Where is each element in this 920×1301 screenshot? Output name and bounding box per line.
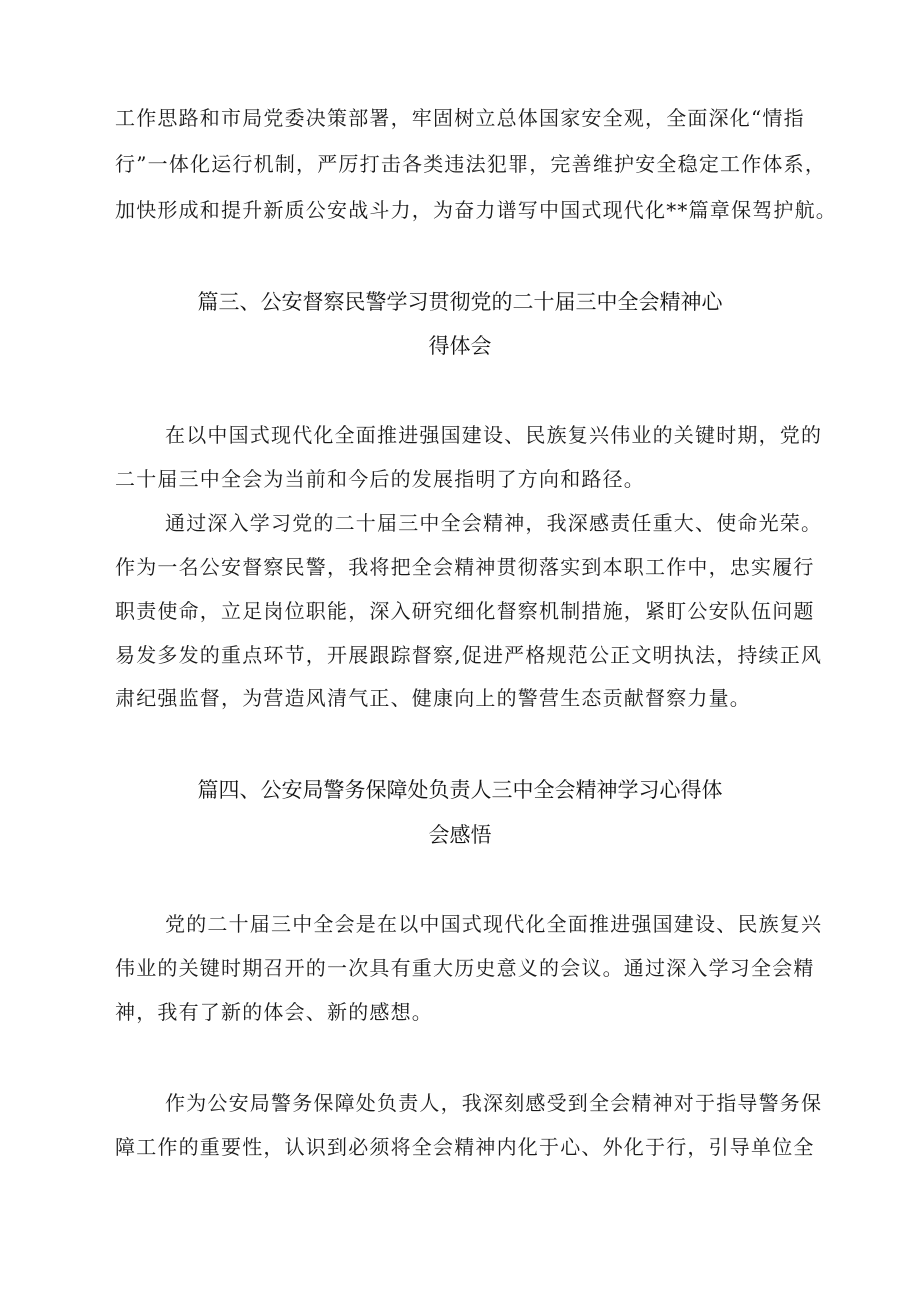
section3-para2-line-2: 作为一名公安督察民警，我将把全会精神贯彻落实到本职工作中，忠实履行 <box>115 555 815 579</box>
section3-title-line-1: 篇三、公安督察民警学习贯彻党的二十届三中全会精神心 <box>197 290 723 314</box>
intro-line-3: 加快形成和提升新质公安战斗力，为奋力谱写中国式现代化**篇章保驾护航。 <box>115 198 837 222</box>
section4-title-line-2: 会感悟 <box>428 823 492 847</box>
section3-para2-line-3: 职责使命，立足岗位职能，深入研究细化督察机制措施，紧盯公安队伍问题 <box>115 599 815 623</box>
section3-title-line-2: 得体会 <box>428 334 492 358</box>
section4-para2-line-1: 作为公安局警务保障处负责人，我深刻感受到全会精神对于指导警务保 <box>165 1091 823 1115</box>
section4-title-line-1: 篇四、公安局警务保障处负责人三中全会精神学习心得体 <box>197 778 723 802</box>
intro-line-1: 工作思路和市局党委决策部署，牢固树立总体国家安全观，全面深化“情指 <box>115 106 805 130</box>
section4-para1-line-3: 神，我有了新的体会、新的感想。 <box>115 1000 433 1024</box>
section4-para1-line-1: 党的二十届三中全会是在以中国式现代化全面推进强国建设、民族复兴 <box>165 912 823 936</box>
section3-para2-line-1: 通过深入学习党的二十届三中全会精神，我深感责任重大、使命光荣。 <box>165 511 823 535</box>
section3-para1-line-2: 二十届三中全会为当前和今后的发展指明了方向和路径。 <box>115 467 645 491</box>
section3-para2-line-4: 易发多发的重点环节，开展跟踪督察,促进严格规范公正文明执法，持续正风 <box>115 643 823 667</box>
section4-para1-line-2: 伟业的关键时期召开的一次具有重大历史意义的会议。通过深入学习全会精 <box>115 956 815 980</box>
section3-para2-line-5: 肃纪强监督，为营造风清气正、健康向上的警营生态贡献督察力量。 <box>115 686 751 710</box>
intro-line-2: 行”一体化运行机制，严厉打击各类违法犯罪，完善维护安全稳定工作体系， <box>115 152 827 176</box>
section3-para1-line-1: 在以中国式现代化全面推进强国建设、民族复兴伟业的关键时期，党的 <box>165 423 823 447</box>
section4-para2-line-2: 障工作的重要性，认识到必须将全会精神内化于心、外化于行，引导单位全 <box>115 1135 815 1159</box>
